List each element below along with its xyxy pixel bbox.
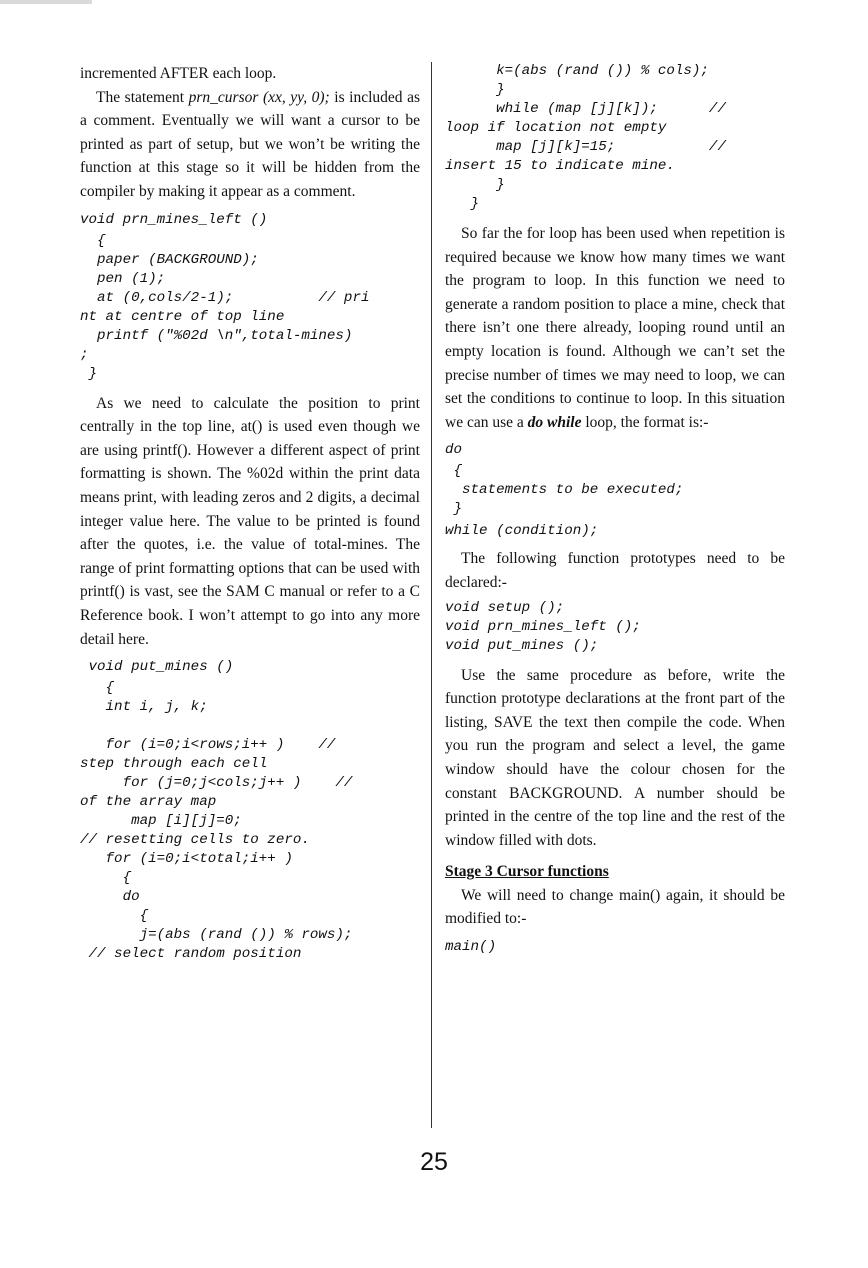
code-prn-mines-left-signature: void prn_mines_left () bbox=[80, 211, 268, 228]
left-column bbox=[80, 62, 420, 964]
paragraph-compile-instructions: Use the same procedure as before, write the function prototype declarations at the front part of the listing, SAVE the text then compile the code. When you run the program and select a level, the game window should have the colour chosen for the constant BACKGROUND. A number should be printed in the centre of the top line and the rest of the window filled with dots. bbox=[445, 666, 785, 849]
text-span: So far the for loop has been used when repetition is required because we know how many times we want the program to loop. In this function we need to generate a random position to place a mine, check that there isn’t one there already, looping round until an empty location is found. Although we can’t set the precise number of times we may need to loop, we can set the conditions to continue to loop. In this situation we can use a bbox=[445, 225, 785, 431]
paragraph-do-while bbox=[445, 222, 785, 434]
text-span: is included as a comment. Eventually we will want a cursor to be printed as part of setup, but we won’t be writing the function at this stage so it will be hidden from the compiler by making it appear as a comment. bbox=[80, 88, 421, 200]
paragraph-change-main: We will need to change main() again, it should be modified to:- bbox=[445, 886, 785, 928]
inline-code: prn_cursor (xx, yy, 0); bbox=[188, 88, 330, 106]
paragraph-loop-increment: incremented AFTER each loop. bbox=[80, 65, 277, 82]
paragraph-prototypes: The following function prototypes need to be declared:- bbox=[445, 550, 785, 591]
code-prototypes: void setup (); void prn_mines_left (); void put_mines (); bbox=[445, 599, 641, 654]
text-span: The statement bbox=[96, 88, 189, 106]
code-do-body: { statements to be executed; } bbox=[453, 463, 684, 518]
code-put-mines-body: { int i, j, k; for (i=0;i<rows;i++ ) // step through each cell for (j=0;j<cols;j++ ) // of the array map map [i][j]=0; // resetting cells to zero. for (i=0;i<total;i++ ) { do { j=(abs (rand ()) % rows); // select random position bbox=[80, 680, 353, 963]
text-span: loop, the format is:- bbox=[581, 413, 709, 431]
code-prn-mines-left-body: { paper (BACKGROUND); pen (1); at (0,cols/2-1); // pri nt at centre of top line printf ("%02d \n",total-mines) ; } bbox=[80, 232, 370, 382]
scan-mark bbox=[0, 0, 92, 4]
paragraph-print-formatting: As we need to calculate the position to print centrally in the top line, at() is used even though we are using printf(). However a different aspect of print formatting is shown. The %02d within the print data means print, with leading zeros and 2 digits, a decimal integer value here. The value to be printed is found after the quotes, i.e. the value of total-mines. The range of print formatting options that can be used with printf() is vast, see the SAM C manual or refer to a C Reference book. I won’t attempt to go into any more detail here. bbox=[80, 394, 420, 648]
paragraph-prn-cursor bbox=[80, 86, 420, 204]
code-main: main() bbox=[445, 939, 497, 956]
right-column bbox=[445, 62, 785, 959]
page-number: 25 bbox=[420, 1148, 448, 1176]
code-put-mines-signature: void put_mines () bbox=[80, 659, 234, 676]
code-while-condition: while (condition); bbox=[445, 523, 599, 540]
emphasis: do while bbox=[527, 413, 582, 431]
code-do-keyword: do bbox=[445, 442, 463, 459]
code-put-mines-continued: k=(abs (rand ()) % cols); } while (map [j][k]); // loop if location not empty map [j][k]=15; // insert 15 to indicate mine. } } bbox=[445, 63, 726, 212]
column-divider bbox=[431, 62, 432, 1128]
section-heading: Stage 3 Cursor functions bbox=[445, 863, 609, 881]
